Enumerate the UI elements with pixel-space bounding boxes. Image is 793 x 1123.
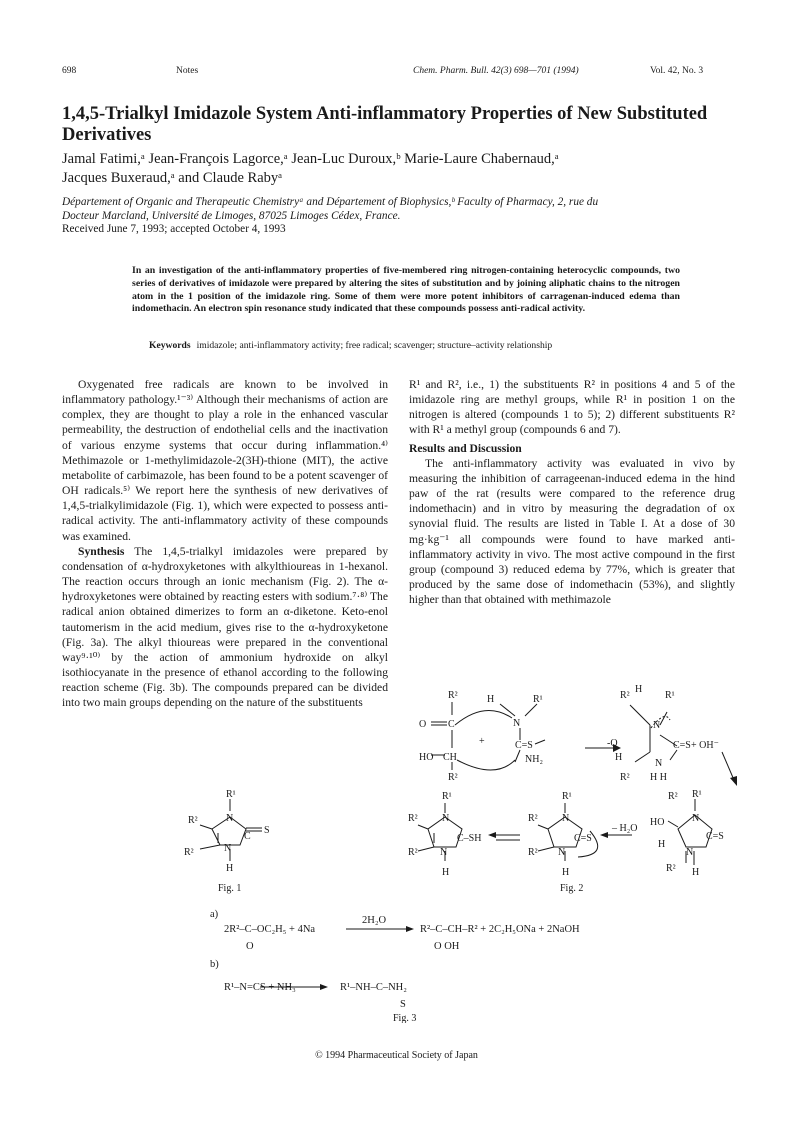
svg-text:NH₂: NH₂ <box>525 754 543 765</box>
svg-text:H: H <box>692 867 700 878</box>
svg-text:H: H <box>562 867 570 878</box>
svg-text:R¹: R¹ <box>665 690 675 701</box>
left-column <box>62 377 388 710</box>
svg-text:R²: R² <box>620 690 630 701</box>
keywords <box>149 340 552 351</box>
intro-paragraph: Oxygenated free radicals are known to be involved in inflammatory pathology.¹⁻³⁾ Although their mechanisms of action are complex, they are thought to play a role in the enhanced vascular permeability, the destruction of endothelial cells and the inactivation of various enzyme systems that occur during inflammation.⁴⁾ Methimazole or 1-methylimidazole-2(3H)-thione (MIT), the active metabolite of carbimazole, has been found to be a potent scavenger of OH radicals.⁵⁾ We report here the synthesis of new derivatives of 1,4,5-trialkylimidazole (Fig. 1), which were expected to possess anti-radical activity. The anti-inflammatory activity of these compounds was examined. <box>62 378 388 543</box>
synthesis-heading: Synthesis <box>78 544 125 558</box>
fig3a-label: a) <box>210 909 219 920</box>
fig2-water-loss: – H₂O <box>612 823 638 834</box>
svg-text:R²: R² <box>620 772 630 780</box>
svg-text:C–SH: C–SH <box>457 833 482 844</box>
abstract: In an investigation of the anti-inflammatory properties of five-membered ring nitrogen-containing heterocyclic compounds, two series of derivatives of imidazole were prepared by altering the sites of substitution and by joining aliphatic chains to the nitrogen atom in the 1 position of the imidazole ring. Some of them were more potent inhibitors of carragenan-induced edema than indomethacin. An electron spin resonance study indicated that these compounds possess anti-radical activity. <box>132 265 680 315</box>
svg-text:C: C <box>244 831 251 842</box>
fig2-plus-sign: + <box>479 736 485 747</box>
svg-text:C=S: C=S <box>574 833 592 844</box>
svg-text:C=S: C=S <box>515 740 533 751</box>
keywords-text: imidazole; anti-inflammatory activity; free radical; scavenger; structure–activity relationship <box>196 340 553 351</box>
svg-text:R²: R² <box>408 813 418 824</box>
svg-text:R²: R² <box>188 815 198 826</box>
fig3a-product-substituents: O OH <box>434 941 460 952</box>
svg-text:R²: R² <box>668 791 678 802</box>
svg-text:H: H <box>487 694 495 705</box>
svg-text:C=S: C=S <box>706 831 724 842</box>
fig2-down-arrow <box>720 750 740 790</box>
fig3-caption: Fig. 3 <box>393 1013 417 1023</box>
svg-text:N: N <box>655 758 663 769</box>
svg-text:R¹: R¹ <box>442 791 452 802</box>
svg-text:R¹: R¹ <box>226 789 236 800</box>
fig3b-thione-s: S <box>400 999 406 1010</box>
synthesis-paragraph <box>62 544 388 711</box>
svg-text:R²: R² <box>528 847 538 858</box>
svg-text:N: N <box>224 843 232 854</box>
fig3a-carbonyl-o: O <box>246 941 254 952</box>
svg-text:H: H <box>226 863 234 874</box>
svg-text:R¹: R¹ <box>533 694 543 705</box>
svg-text:R²: R² <box>448 772 458 780</box>
svg-text:N: N <box>440 847 448 858</box>
svg-text:O: O <box>419 719 427 730</box>
svg-text:H H: H H <box>650 772 667 780</box>
fig3a-reactants: 2R²–C–OC₂H₅ + 4Na <box>224 924 316 935</box>
page-number: 698 <box>62 66 77 76</box>
author-line-1: Jamal Fatimi,ᵃ Jean-François Lagorce,ᵃ Jean-Luc Duroux,ᵇ Marie-Laure Chabernaud,ᵃ <box>62 151 559 167</box>
svg-text:N: N <box>653 720 661 731</box>
fig3a-condition: 2H₂O <box>362 915 387 926</box>
fig1-caption: Fig. 1 <box>218 883 242 894</box>
synthesis-text: The 1,4,5-trialkyl imidazoles were prepared by condensation of α-hydroxyketones with alkylthioureas in 1-hexanol. The reaction occurs through an ionic mechanism (Fig. 2). The α-hydroxyketones were obtained by reacting esters with sodium.⁷·⁸⁾ The radical anion obtained dimerizes to form an α-diketone. Keto-enol tautomerism in the acid medium, gives rise to the α-hydroxyketone (Fig. 3a). The alkyl thioureas were prepared in the conventional way⁹·¹⁰⁾ by the action of ammonium hydroxide on alkyl isothiocyanate in the presence of ethanol according to the following reaction scheme (Fig. 3b). The compounds prepared can be divided into two main groups depending on the nature of the substituents <box>62 544 388 710</box>
svg-text:H: H <box>635 684 643 695</box>
svg-text:R²: R² <box>528 813 538 824</box>
svg-text:N: N <box>442 813 450 824</box>
svg-text:C: C <box>448 719 455 730</box>
received-dates: Received June 7, 1993; accepted October 4, 1993 <box>62 223 286 235</box>
svg-text:CH: CH <box>443 752 457 763</box>
fig3-scheme <box>210 905 610 1023</box>
svg-text:R²: R² <box>448 690 458 701</box>
svg-text:HO: HO <box>650 817 665 828</box>
copyright-footer: © 1994 Pharmaceutical Society of Japan <box>315 1050 478 1061</box>
affiliation <box>62 195 742 223</box>
fig3b-product: R¹–NH–C–NH₂ <box>340 982 407 993</box>
svg-text:N: N <box>226 813 234 824</box>
right-column <box>409 377 735 607</box>
svg-text:S: S <box>264 825 270 836</box>
svg-text:R²: R² <box>666 863 676 874</box>
svg-text:R¹: R¹ <box>692 789 702 800</box>
svg-text:N: N <box>562 813 570 824</box>
svg-text:C=S: C=S <box>673 740 691 751</box>
svg-text:N: N <box>692 813 700 824</box>
figures-1-2-bottom <box>180 785 740 900</box>
svg-text:N: N <box>513 718 521 729</box>
svg-text:R²: R² <box>408 847 418 858</box>
affiliation-line-2: Docteur Marcland, Université de Limoges, 87025 Limoges Cédex, France. <box>62 210 401 222</box>
volume-label: Vol. 42, No. 3 <box>650 66 704 76</box>
results-heading: Results and Discussion <box>409 441 522 455</box>
section-label: Notes <box>176 66 199 76</box>
fig2-hydroxide: + OH⁻ <box>691 740 719 751</box>
author-line-2: Jacques Buxeraud,ᵃ and Claude Rabyᵃ <box>62 170 283 186</box>
substituents-paragraph: R¹ and R², i.e., 1) the substituents R² in positions 4 and 5 of the imidazole ring are methyl groups, while R¹ in position 1 on the nitrogen is altered (compounds 1 to 5); 2) different substituents R² with R¹ a methyl group (compounds 6 and 7). <box>409 378 735 437</box>
fig2-reaction-top <box>415 680 745 780</box>
article-title: 1,4,5-Trialkyl Imidazole System Anti-inflammatory Properties of New Substituted Derivatives <box>62 104 708 145</box>
fig3b-reactants: R¹–N=CS + NH₃ <box>224 982 296 993</box>
svg-text:H: H <box>442 867 450 878</box>
keywords-label: Keywords <box>149 340 191 351</box>
svg-text:HO: HO <box>419 752 434 763</box>
svg-text:R²: R² <box>184 847 194 858</box>
affiliation-line-1: Département of Organic and Therapeutic Chemistryᵃ and Département of Biophysics,ᵇ Faculty of Pharmacy, 2, rue du <box>62 196 599 208</box>
svg-text:N: N <box>558 847 566 858</box>
fig3a-products: R²–C–CH–R² + 2C₂H₅ONa + 2NaOH <box>420 924 580 935</box>
author-list <box>62 150 742 188</box>
svg-text:H: H <box>658 839 666 850</box>
svg-text:H: H <box>615 752 623 763</box>
svg-text:R¹: R¹ <box>562 791 572 802</box>
journal-reference: Chem. Pharm. Bull. 42(3) 698—701 (1994) <box>413 66 579 76</box>
svg-text:-O: -O <box>607 738 618 749</box>
svg-text:N: N <box>686 847 694 858</box>
fig3b-label: b) <box>210 959 219 970</box>
results-paragraph: The anti-inflammatory activity was evaluated in vivo by measuring the inhibition of carrageenan-induced edema in the hind paw of the rat (results were compared to the reference drug indomethacin) and in vitro by measuring the degradation of ox synovial fluid. The results are listed in Table I. At a dose of 30 mg·kg⁻¹ all compounds were found to have marked anti-inflammatory activity in vivo. The most active compound in the first group (compound 3) reduced edema by 77%, which is greater that produced by the same dose of indomethacin (53%), and slightly higher than that obtained with methimazole <box>409 456 735 607</box>
fig2-caption: Fig. 2 <box>560 883 584 894</box>
